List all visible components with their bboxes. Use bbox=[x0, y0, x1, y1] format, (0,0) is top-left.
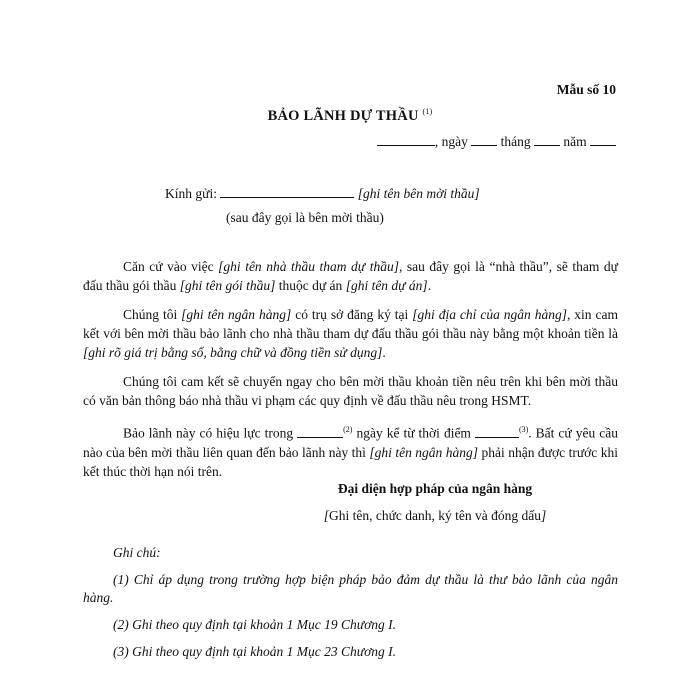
place-blank bbox=[377, 134, 435, 146]
text-run: phải nhận được trước khi kết thúc thời hạn nói trên. bbox=[83, 444, 618, 479]
signature-instruction: Ghi tên, chức danh, ký tên và đóng dấu bbox=[328, 508, 541, 523]
placeholder-amount: [ghi rõ giá trị bằng số, bằng chữ và đồng tiền sử dụng] bbox=[83, 345, 383, 360]
text-run: Bảo lãnh này có hiệu lực trong bbox=[123, 425, 298, 441]
placeholder-bank-address: [ghi địa chỉ của ngân hàng] bbox=[412, 307, 567, 322]
placeholder-project: [ghi tên dự án] bbox=[345, 278, 428, 293]
text-run: , xin cam kết với bên mời thầu bảo lãnh cho nhà thầu tham dự đấu thầu gói thầu này bằng một khoản tiền là bbox=[83, 307, 618, 341]
document-body bbox=[83, 257, 618, 491]
document-title bbox=[0, 107, 700, 125]
note-item-2: (2) Ghi theo quy định tại khoản 1 Mục 19 Chương I. bbox=[113, 617, 397, 632]
start-point-blank bbox=[475, 426, 519, 438]
text-run: . bbox=[382, 345, 386, 360]
bracket-close: ] bbox=[541, 508, 547, 523]
month-blank bbox=[534, 134, 560, 146]
text-run: . Bất cứ yêu cầu nào của bên mời thầu liên quan đến bảo lãnh này thì bbox=[83, 425, 618, 460]
recipient-subtitle: (sau đây gọi là bên mời thầu) bbox=[226, 210, 384, 225]
notes-section bbox=[83, 544, 618, 670]
text-run: Chúng tôi bbox=[123, 307, 182, 322]
recipient-blank bbox=[220, 186, 354, 198]
date-day-label: , ngày bbox=[434, 134, 468, 149]
placeholder-contractor: [ghi tên nhà thầu tham dự thầu] bbox=[218, 259, 399, 274]
text-run: Căn cứ vào việc bbox=[123, 259, 219, 274]
validity-blank bbox=[297, 426, 343, 438]
text-run: thuộc dự án bbox=[275, 278, 346, 293]
placeholder-bank-name: [ghi tên ngân hàng] bbox=[369, 444, 479, 460]
title-text: BẢO LÃNH DỰ THẦU bbox=[267, 107, 419, 124]
paragraph-1 bbox=[83, 257, 618, 295]
form-number: Mẫu số 10 bbox=[556, 82, 616, 97]
note-item-3: (3) Ghi theo quy định tại khoản 1 Mục 23 Chương I. bbox=[113, 644, 397, 659]
recipient-placeholder: [ghi tên bên mời thầu] bbox=[357, 186, 480, 201]
paragraph-2 bbox=[83, 305, 618, 362]
title-footnote-ref: (1) bbox=[422, 107, 433, 116]
recipient-line bbox=[165, 186, 480, 202]
text-run: ngày kể từ thời điểm bbox=[352, 425, 475, 441]
paragraph-3: Chúng tôi cam kết sẽ chuyển ngay cho bên mời thầu khoản tiền nêu trên khi bên mời thầu có văn bản thông báo nhà thầu vi phạm các quy định về đấu thầu nêu trong HSMT. bbox=[83, 374, 618, 408]
signature-title: Đại diện hợp pháp của ngân hàng bbox=[337, 481, 533, 496]
placeholder-package: [ghi tên gói thầu] bbox=[179, 278, 276, 293]
footnote-ref-3: (3) bbox=[518, 425, 529, 434]
text-run: , sau đây gọi là “nhà thầu”, sẽ tham dự đấu thầu gói thầu bbox=[83, 259, 618, 293]
date-month-label: tháng bbox=[500, 134, 531, 149]
notes-heading: Ghi chú: bbox=[113, 545, 161, 560]
date-year-label: năm bbox=[563, 134, 587, 149]
day-blank bbox=[471, 134, 497, 146]
date-line bbox=[377, 134, 616, 150]
text-run: . bbox=[427, 278, 432, 293]
footnote-ref-2: (2) bbox=[343, 425, 353, 434]
recipient-label: Kính gửi: bbox=[165, 186, 217, 201]
signature-note bbox=[260, 508, 610, 524]
note-item-1: (1) Chỉ áp dụng trong trường hợp biện pháp bảo đảm dự thầu là thư bảo lãnh của ngân hàng. bbox=[83, 572, 618, 605]
paragraph-4 bbox=[83, 420, 618, 481]
year-blank bbox=[590, 134, 616, 146]
bracket-open: [ bbox=[323, 508, 329, 523]
placeholder-bank-name: [ghi tên ngân hàng] bbox=[181, 307, 292, 322]
text-run: có trụ sở đăng ký tại bbox=[291, 307, 413, 322]
